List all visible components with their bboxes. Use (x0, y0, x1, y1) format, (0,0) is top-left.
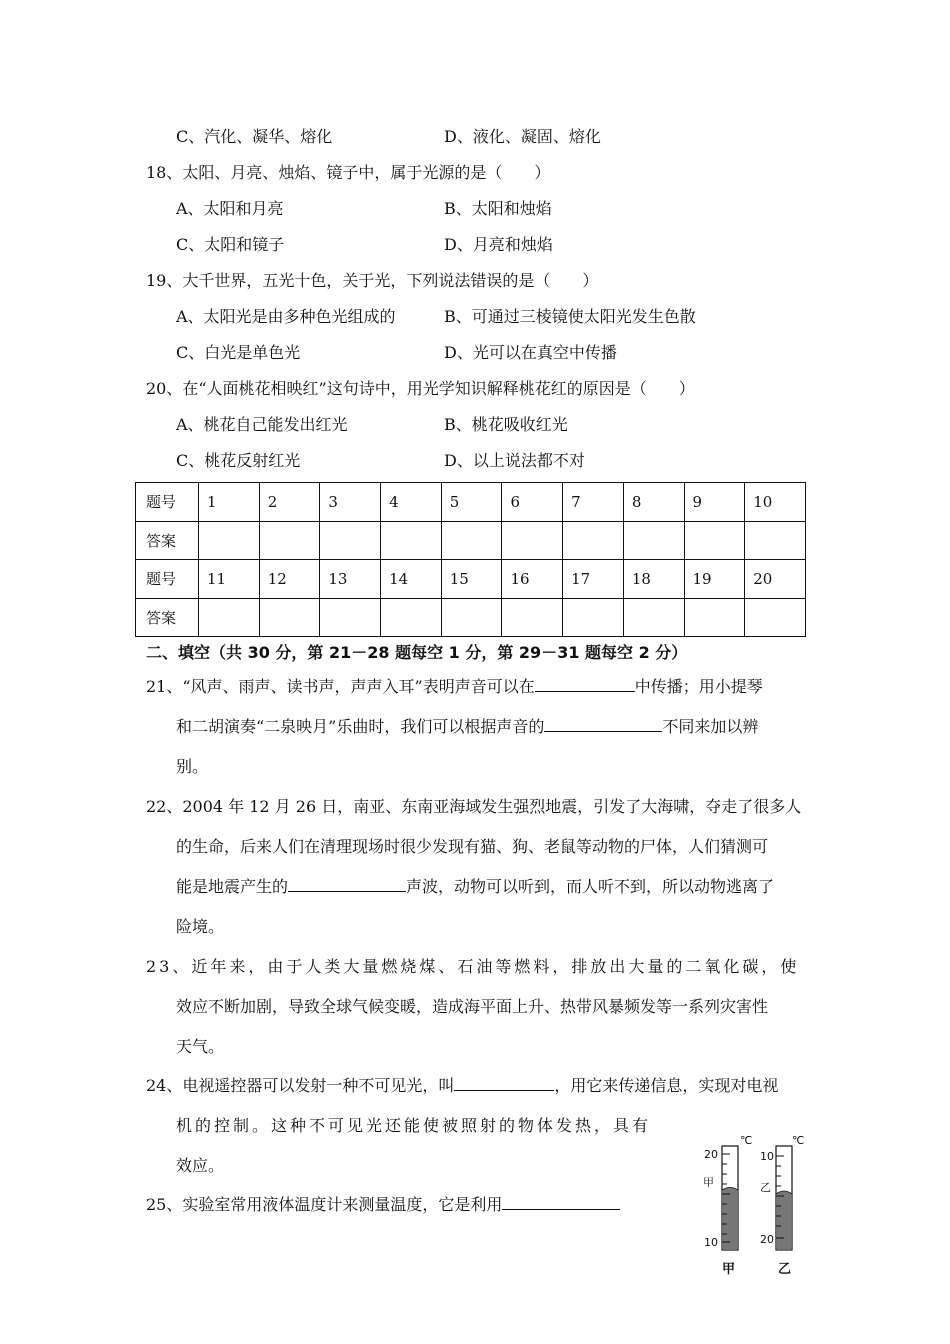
q21-blank-2[interactable] (544, 717, 662, 732)
q24-line-3: 效应。 (176, 1156, 225, 1175)
q20-stem: 20、在“人面桃花相映红”这句诗中，用光学知识解释桃花红的原因是（ ） (146, 379, 695, 398)
q19-option-c: C、白光是单色光 (176, 343, 301, 362)
table-row-answers-2 (136, 598, 806, 637)
q19-stem: 19、大千世界，五光十色，关于光，下列说法错误的是（ ） (146, 271, 599, 290)
q24-line-2: 机的控制。这种不可见光还能使被照射的物体发热，具有 (176, 1116, 652, 1135)
thermo-yi-name: 乙 (778, 1262, 792, 1277)
answer-cell[interactable] (441, 598, 502, 637)
answer-cell[interactable] (563, 521, 624, 560)
answer-cell[interactable] (745, 598, 806, 637)
question-number-cell: 1 (199, 483, 260, 522)
table-row-answers-1 (136, 521, 806, 560)
thermo-jia-name: 甲 (722, 1262, 736, 1277)
question-number-cell: 18 (623, 560, 684, 599)
answer-cell[interactable] (623, 521, 684, 560)
thermo-yi-bottom-label: 20 (760, 1233, 774, 1246)
q19-option-d: D、光可以在真空中传播 (444, 343, 617, 362)
thermometer-figure (700, 1130, 820, 1280)
row-label: 题号 (136, 560, 199, 599)
answer-cell[interactable] (259, 521, 320, 560)
q21-line-2 (176, 717, 758, 737)
table-row-numbers-1 (136, 483, 806, 522)
q25-blank[interactable] (502, 1195, 620, 1210)
answer-cell[interactable] (502, 598, 563, 637)
q18-stem: 18、太阳、月亮、烛焰、镜子中，属于光源的是（ ） (146, 163, 551, 182)
q24-line-1 (146, 1076, 778, 1096)
q20-option-d: D、以上说法都不对 (444, 451, 585, 470)
q18-option-d: D、月亮和烛焰 (444, 235, 553, 254)
thermo-jia-top-label: 20 (704, 1148, 718, 1161)
answer-cell[interactable] (381, 521, 442, 560)
q17-option-c: C、汽化、凝华、熔化 (176, 127, 333, 146)
row-label: 题号 (136, 483, 199, 522)
q24-blank[interactable] (454, 1076, 554, 1091)
q23-line-2: 效应不断加剧，导致全球气候变暖，造成海平面上升、热带风暴频发等一系列灾害性 (176, 997, 769, 1016)
question-number-cell: 5 (441, 483, 502, 522)
answer-cell[interactable] (320, 598, 381, 637)
q22-text-3b: 声波，动物可以听到，而人听不到，所以动物逃离了 (406, 877, 775, 896)
q22-blank[interactable] (288, 877, 406, 892)
q18-option-a: A、太阳和月亮 (176, 199, 284, 218)
answer-cell[interactable] (381, 598, 442, 637)
q24-text-1b: ，用它来传递信息，实现对电视 (554, 1076, 779, 1095)
q21-line-3: 别。 (176, 757, 209, 776)
thermometer-jia (722, 1146, 738, 1250)
question-number-cell: 20 (745, 560, 806, 599)
q20-option-c: C、桃花反射红光 (176, 451, 301, 470)
unit-label-jia: ℃ (740, 1134, 753, 1147)
thermo-jia-side-label: 甲 (703, 1176, 714, 1189)
question-number-cell: 13 (320, 560, 381, 599)
answer-cell[interactable] (623, 598, 684, 637)
section-2-title: 二、填空（共 30 分，第 21－28 题每空 1 分，第 29－31 题每空 2 分） (146, 643, 688, 662)
q21-text-1a: 21、“风声、雨声、读书声，声声入耳”表明声音可以在 (146, 677, 535, 696)
table-row-numbers-2 (136, 560, 806, 599)
q19-option-a: A、太阳光是由多种色光组成的 (176, 307, 396, 326)
q21-line-1 (146, 677, 763, 697)
question-number-cell: 6 (502, 483, 563, 522)
q20-option-a: A、桃花自己能发出红光 (176, 415, 348, 434)
q24-text-1a: 24、电视遥控器可以发射一种不可见光，叫 (146, 1076, 455, 1095)
thermo-jia-bottom-label: 10 (704, 1236, 718, 1249)
answer-cell[interactable] (199, 521, 260, 560)
row-label: 答案 (136, 598, 199, 637)
q19-option-b: B、可通过三棱镜使太阳光发生色散 (444, 307, 696, 326)
question-number-cell: 16 (502, 560, 563, 599)
row-label: 答案 (136, 521, 199, 560)
q22-line-3 (176, 877, 774, 897)
q25-text-1: 25、实验室常用液体温度计来测量温度，它是利用 (146, 1195, 503, 1214)
question-number-cell: 11 (199, 560, 260, 599)
q22-text-3a: 能是地震产生的 (176, 877, 289, 896)
question-number-cell: 12 (259, 560, 320, 599)
question-number-cell: 14 (381, 560, 442, 599)
answer-cell[interactable] (502, 521, 563, 560)
question-number-cell: 19 (684, 560, 745, 599)
answer-table (135, 482, 806, 637)
answer-cell[interactable] (684, 521, 745, 560)
unit-label-yi: ℃ (792, 1134, 805, 1147)
question-number-cell: 15 (441, 560, 502, 599)
q21-text-2a: 和二胡演奏“二泉映月”乐曲时，我们可以根据声音的 (176, 717, 545, 736)
answer-cell[interactable] (441, 521, 502, 560)
answer-cell[interactable] (563, 598, 624, 637)
q22-line-1: 22、2004 年 12 月 26 日，南亚、东南亚海域发生强烈地震，引发了大海啸，夺走了很多人 (146, 797, 802, 816)
thermo-yi-top-label: 10 (760, 1150, 774, 1163)
question-number-cell: 3 (320, 483, 381, 522)
thermometer-yi (776, 1146, 792, 1250)
q22-line-4: 险境。 (176, 917, 225, 936)
question-number-cell: 4 (381, 483, 442, 522)
answer-cell[interactable] (745, 521, 806, 560)
answer-cell[interactable] (684, 598, 745, 637)
q20-option-b: B、桃花吸收红光 (444, 415, 568, 434)
q18-option-b: B、太阳和烛焰 (444, 199, 552, 218)
q22-line-2: 的生命，后来人们在清理现场时很少发现有猫、狗、老鼠等动物的尸体，人们猜测可 (176, 837, 769, 856)
answer-cell[interactable] (259, 598, 320, 637)
q25-line-1 (146, 1195, 620, 1215)
q17-option-d: D、液化、凝固、熔化 (444, 127, 601, 146)
question-number-cell: 9 (684, 483, 745, 522)
q23-line-3: 天气。 (176, 1037, 225, 1056)
answer-cell[interactable] (320, 521, 381, 560)
question-number-cell: 2 (259, 483, 320, 522)
q21-blank-1[interactable] (535, 677, 635, 692)
thermo-yi-side-label: 乙 (760, 1181, 771, 1194)
q21-text-2b: 不同来加以辨 (662, 717, 759, 736)
question-number-cell: 7 (563, 483, 624, 522)
answer-cell[interactable] (199, 598, 260, 637)
q18-option-c: C、太阳和镜子 (176, 235, 285, 254)
q21-text-1b: 中传播；用小提琴 (634, 677, 763, 696)
question-number-cell: 8 (623, 483, 684, 522)
q23-line-1: 23、近年来，由于人类大量燃烧煤、石油等燃料，排放出大量的二氧化碳，使 (146, 957, 800, 976)
question-number-cell: 10 (745, 483, 806, 522)
question-number-cell: 17 (563, 560, 624, 599)
